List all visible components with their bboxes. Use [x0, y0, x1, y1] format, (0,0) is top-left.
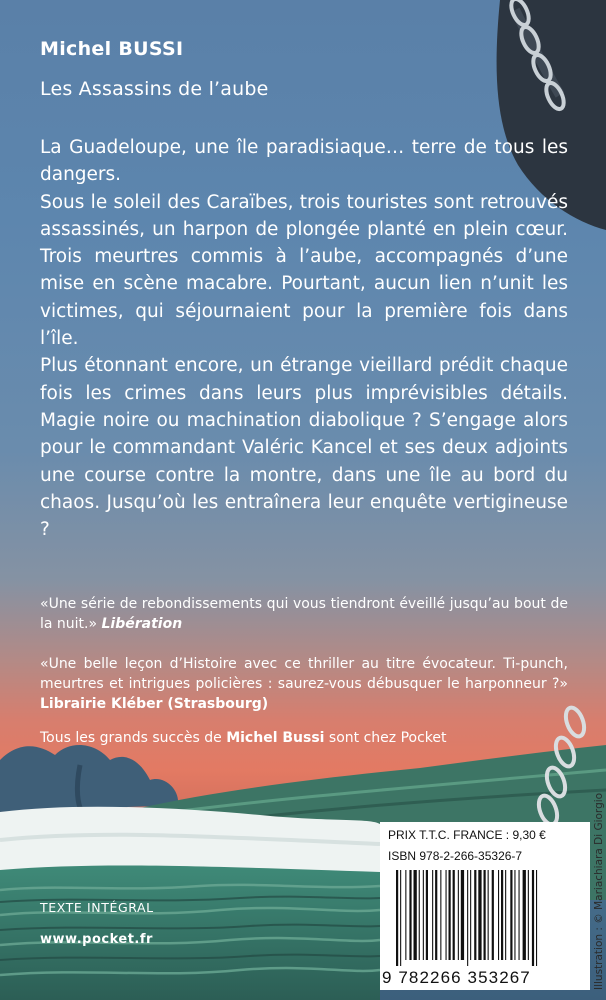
ean-number: 9 782266 353267 — [382, 968, 531, 987]
barcode-bar — [461, 870, 464, 960]
barcode-bar — [419, 870, 420, 960]
barcode-bar — [409, 870, 411, 960]
blurb-paragraph: La Guadeloupe, une île paradisiaque… terre de tous les dangers. — [40, 137, 568, 186]
barcode-bar — [400, 870, 401, 966]
barcode-bar — [536, 870, 537, 966]
tagline-author: Michel Bussi — [226, 730, 325, 746]
barcode-bar — [449, 870, 451, 960]
barcode-bar — [432, 870, 433, 960]
edition-note: TEXTE INTÉGRAL — [40, 900, 154, 915]
tree-silhouette — [0, 745, 178, 812]
barcode-bar — [510, 870, 512, 960]
barcode-icon — [386, 870, 584, 966]
quote-text: «Une belle leçon d’Histoire avec ce thriller au titre évocateur. Ti-punch, meurtres et intrigues policières : saurez-vous débusquer le harponneur ?» — [40, 656, 568, 692]
blurb-paragraph: Sous le soleil des Caraïbes, trois touristes sont retrouvés assassinés, un harpon de plongée planté en plein cœur. Trois meurtres commis à l’aube, accompagnés d’une mise en scène macabre. Pourtant, aucun lien n’unit les victimes, qui séjournaient pour la première fois dans l’île. — [40, 191, 568, 350]
barcode-bar — [426, 870, 428, 960]
barcode-bar — [435, 870, 437, 960]
barcode-bar — [474, 870, 476, 960]
tagline-text: Tous les grands succès de — [40, 730, 227, 746]
barcode-bar — [505, 870, 506, 960]
barcode-bar — [458, 870, 459, 960]
barcode-bar — [492, 870, 494, 960]
barcode-bar — [523, 870, 526, 960]
price-label: PRIX T.T.C. FRANCE : 9,30 € — [388, 828, 546, 842]
barcode-bar — [532, 870, 534, 966]
tagline-text-end: sont chez Pocket — [324, 730, 447, 746]
barcode-bar — [528, 870, 529, 960]
barcode-bar — [514, 870, 515, 960]
barcode-bar — [484, 870, 486, 960]
barcode-bar — [423, 870, 424, 960]
book-title: Les Assassins de l’aube — [40, 78, 269, 100]
barcode-bar — [488, 870, 489, 960]
barcode-bar — [414, 870, 417, 960]
quote-source: Libération — [101, 616, 183, 632]
barcode-bar — [396, 870, 398, 966]
quote-source: Librairie Kléber (Strasbourg) — [40, 696, 269, 712]
illustration-credit: Illustration : © Mariachiara Di Giorgio — [593, 792, 605, 990]
price-barcode-box — [380, 822, 590, 990]
barcode-bar — [440, 870, 441, 960]
barcode-bar — [498, 870, 499, 960]
barcode-bar — [467, 870, 468, 966]
barcode-bar — [501, 870, 503, 960]
blurb-paragraph: Plus étonnant encore, un étrange vieillard prédit chaque fois les crimes dans leurs plus imprévisibles détails. Magie noire ou machination diabolique ? S’engage alors pour le commandant Valéric Kancel et ses deux adjoints une course contre la montre, dans une île au bord du chaos. Jusqu’où les entraînera leur enquête vertigineuse ? — [40, 355, 568, 541]
barcode-bar — [405, 870, 406, 960]
barcode-bar — [519, 870, 520, 960]
quote-text: «Une série de rebondissements qui vous tiendront éveillé jusqu’au bout de la nuit.» — [40, 596, 568, 632]
press-quote-liberation — [40, 594, 568, 634]
author-name: Michel BUSSI — [40, 38, 184, 60]
barcode-bar — [453, 870, 455, 960]
publisher-tagline — [40, 730, 447, 746]
press-quote-kleber — [40, 654, 568, 714]
publisher-website-link[interactable]: www.pocket.fr — [40, 932, 153, 947]
barcode-bar — [470, 870, 471, 960]
blurb — [40, 134, 568, 543]
barcode-bar — [478, 870, 481, 960]
isbn-label: ISBN 978-2-266-35326-7 — [388, 849, 523, 863]
barcode-bar — [446, 870, 447, 960]
